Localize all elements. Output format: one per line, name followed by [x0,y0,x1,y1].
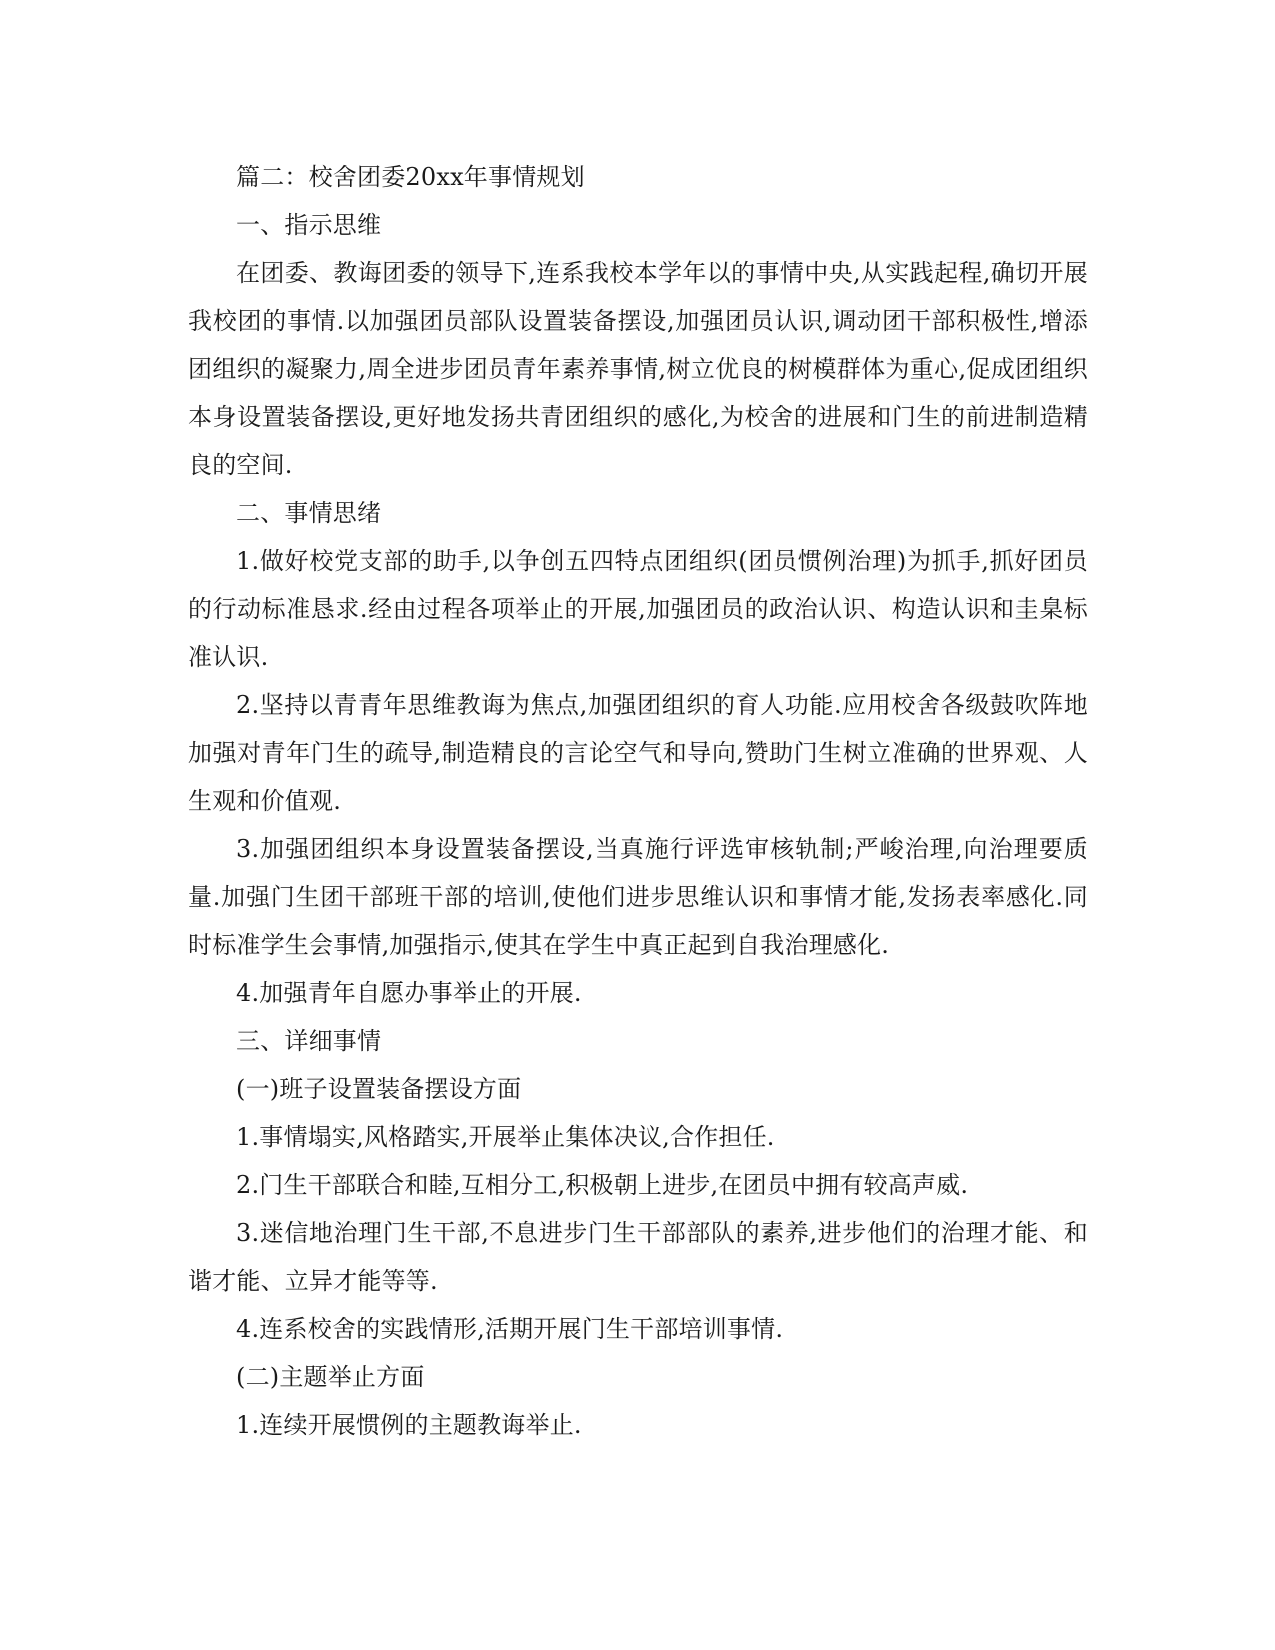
subheading-theme-activities: (二)主题举止方面 [236,1363,425,1391]
paragraph-idea-1: 1.做好校党支部的助手,以争创五四特点团组织(团员惯例治理)为抓手,抓好团员的行动标准恳求.经由过程各项举止的开展,加强团员的政治认识、构造认识和圭臬标准认识. [188,547,1088,671]
paragraph-guiding-thought: 在团委、教诲团委的领导下,连系我校本学年以的事情中央,从实践起程,确切开展我校团的事情.以加强团员部队设置装备摆设,加强团员认识,调动团干部积极性,增添团组织的凝聚力,周全进步团员青年素养事情,树立优良的树模群体为重心,促成团组织本身设置装备摆设,更好地发扬共青团组织的感化,为校舍的进展和门生的前进制造精良的空间. [188,259,1088,479]
paragraph-team-1: 1.事情塌实,风格踏实,开展举止集体决议,合作担任. [236,1123,775,1151]
paragraph-idea-2: 2.坚持以青青年思维教诲为焦点,加强团组织的育人功能.应用校舍各级鼓吹阵地加强对青年门生的疏导,制造精良的言论空气和导向,赞助门生树立准确的世界观、人生观和价值观. [188,691,1088,815]
paragraph-team-2: 2.门生干部联合和睦,互相分工,积极朝上进步,在团员中拥有较高声威. [236,1171,969,1199]
paragraph-idea-4: 4.加强青年自愿办事举止的开展. [236,979,582,1007]
heading-specific-work: 三、详细事情 [236,1027,382,1055]
paragraph-idea-3: 3.加强团组织本身设置装备摆设,当真施行评选审核轨制;严峻治理,向治理要质量.加强门生团干部班干部的培训,使他们进步思维认识和事情才能,发扬表率感化.同时标准学生会事情,加强指示,使其在学生中真正起到自我治理感化. [188,835,1088,959]
paragraph-theme-1: 1.连续开展惯例的主题教诲举止. [236,1411,582,1439]
subheading-team-building: (一)班子设置装备摆设方面 [236,1075,522,1103]
paragraph-team-3: 3.迷信地治理门生干部,不息进步门生干部部队的素养,进步他们的治理才能、和谐才能、立异才能等等. [188,1219,1088,1295]
heading-work-ideas: 二、事情思绪 [236,499,382,527]
document-body [188,153,1088,1449]
paragraph-team-4: 4.连系校舍的实践情形,活期开展门生干部培训事情. [236,1315,784,1343]
heading-guiding-thought: 一、指示思维 [236,211,382,239]
section-title: 篇二：校舍团委20xx年事情规划 [236,163,585,191]
